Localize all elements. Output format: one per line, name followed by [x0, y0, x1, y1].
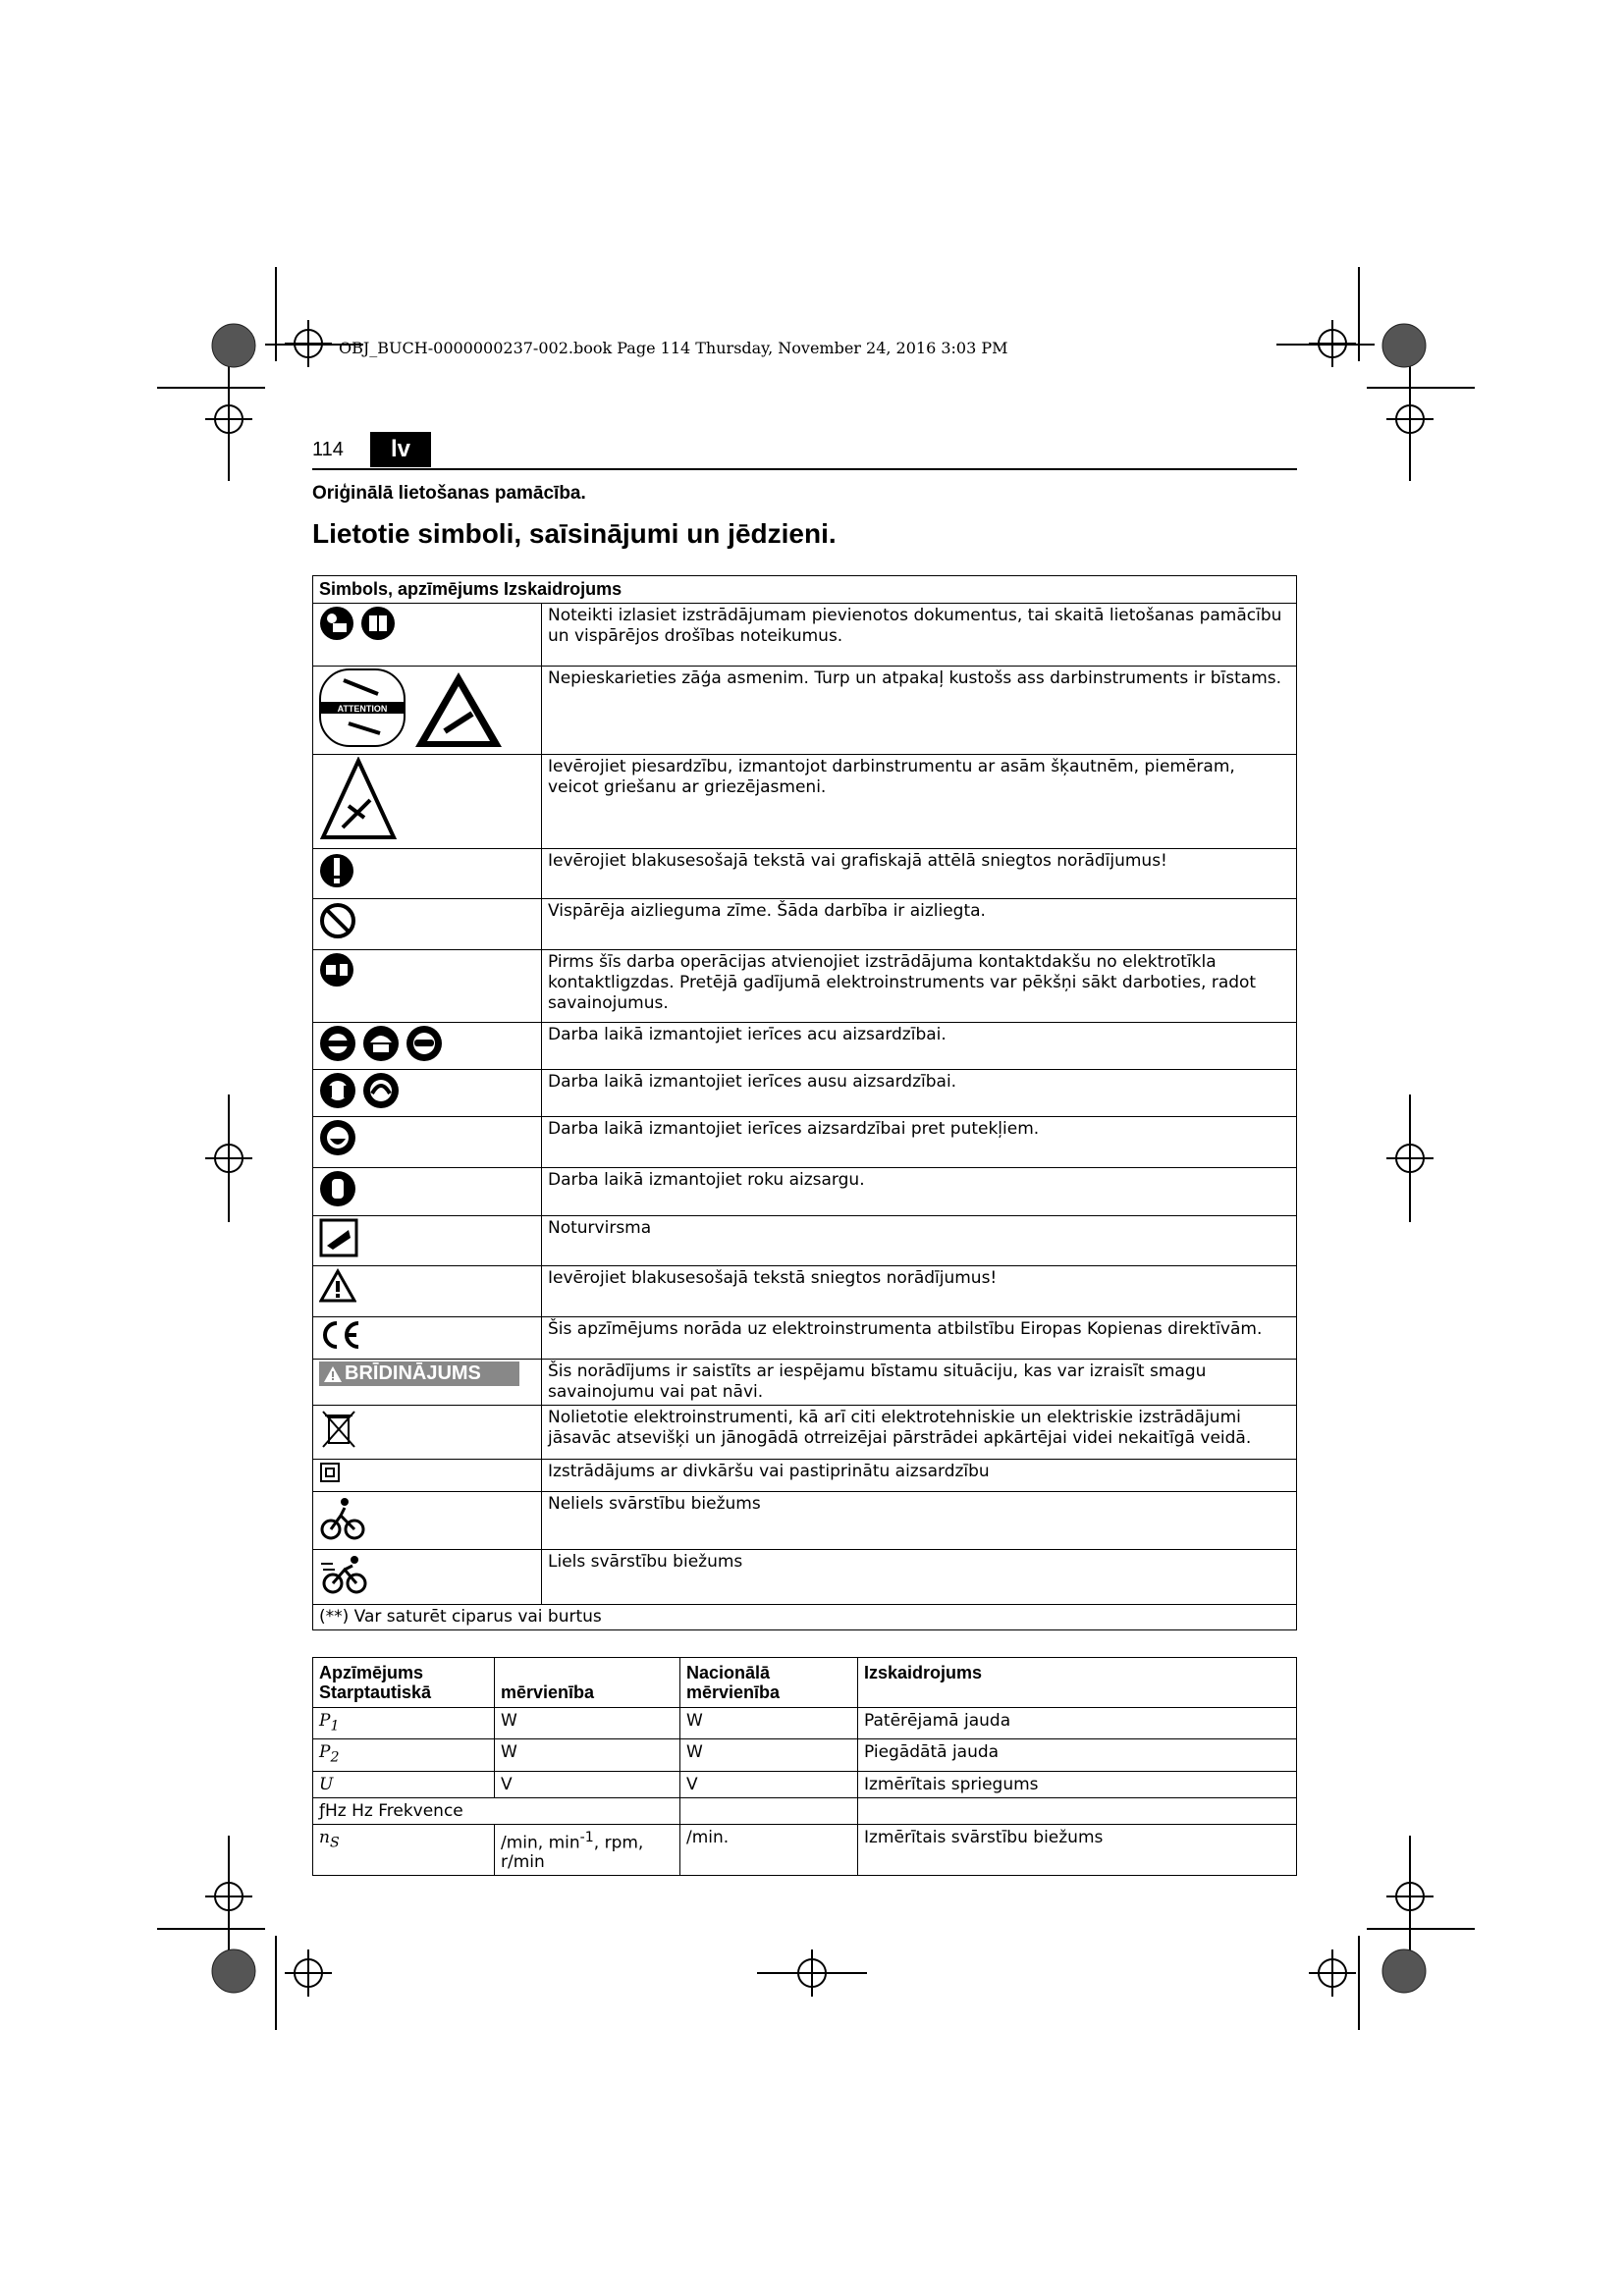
table-row [313, 1266, 1297, 1317]
ear-protection-icon [362, 1072, 400, 1109]
crosshair-icon [1386, 1135, 1434, 1182]
warning-label-icon [319, 1362, 519, 1386]
table-row [313, 1492, 1297, 1550]
attention-saw-hand-icon [319, 668, 406, 747]
unit-explanation: Izmērītais svārstību biežums [858, 1824, 1297, 1876]
unit-national: W [680, 1708, 858, 1739]
table-header-row [313, 576, 1297, 604]
unit-symbol: $P_2$ [313, 1739, 495, 1771]
explanation-cell: Izstrādājums ar divkāršu vai pastiprinātu aizsardzību [542, 1460, 1297, 1492]
unit-national: /min. [680, 1824, 858, 1876]
color-bar-icon [212, 1949, 255, 1993]
table-row [313, 1406, 1297, 1460]
svg-text:ATTENTION: ATTENTION [337, 704, 388, 714]
table-row [313, 1216, 1297, 1266]
grip-surface-icon [319, 1218, 358, 1257]
exclamation-icon [319, 851, 354, 890]
explanation-cell: Darba laikā izmantojiet ierīces aizsardzībai pret putekļiem. [542, 1117, 1297, 1168]
double-insulation-icon [319, 1462, 341, 1483]
explanation-cell: Darba laikā izmantojiet ierīces ausu aizsardzībai. [542, 1070, 1297, 1117]
unit-symbol: $P_1$ [313, 1708, 495, 1739]
table-row [313, 1824, 1297, 1876]
explanation-cell: Liels svārstību biežums [542, 1550, 1297, 1605]
symbols-table [312, 575, 1297, 1630]
table-row [313, 604, 1297, 667]
warning-label-text: BRĪDINĀJUMS [345, 1362, 481, 1384]
unit-intl: W [495, 1708, 680, 1739]
table-row [313, 1360, 1297, 1406]
crosshair-icon [205, 1873, 252, 1920]
table-row [313, 1023, 1297, 1070]
color-bar-icon [1382, 324, 1426, 367]
color-bar-icon [212, 324, 255, 367]
table-row [313, 950, 1297, 1023]
dust-mask-icon [319, 1119, 356, 1156]
table-row [313, 1797, 1297, 1824]
explanation-cell: Darba laikā izmantojiet roku aizsargu. [542, 1168, 1297, 1216]
unit-explanation: Izmērītais spriegums [858, 1771, 1297, 1797]
table-row [313, 755, 1297, 849]
crosshair-icon [285, 1949, 332, 1997]
table-row [313, 1460, 1297, 1492]
table-row [313, 1070, 1297, 1117]
unit-symbol: $n_S$ [313, 1824, 495, 1876]
print-header: OBJ_BUCH-0000000237-002.book Page 114 Thursday, November 24, 2016 3:03 PM [339, 339, 1008, 357]
caution-triangle-icon [319, 1268, 356, 1304]
explanation-cell: Vispārēja aizlieguma zīme. Šāda darbība ir aizliegta. [542, 899, 1297, 950]
crosshair-icon [1309, 320, 1356, 367]
prohibited-icon [319, 901, 356, 940]
table-header-row [313, 1658, 1297, 1708]
crosshair-icon [1386, 1873, 1434, 1920]
explanation-cell: Šis norādījums ir saistīts ar iespējamu bīstamu situāciju, kas var izraisīt smagu savainojumu vai pat nāvi. [542, 1360, 1297, 1406]
units-header-symbol: Apzīmējums Starptautiskā [313, 1658, 495, 1708]
face-shield-icon [319, 1025, 356, 1062]
symbols-table-header: Simbols, apzīmējums Izskaidrojums [313, 576, 1297, 604]
explanation-cell: Šis apzīmējums norāda uz elektroinstrumenta atbilstību Eiropas Kopienas direktīvām. [542, 1317, 1297, 1360]
unit-frequency-line: ƒHz Hz Frekvence [313, 1797, 680, 1824]
slow-bike-icon [319, 1494, 366, 1541]
crosshair-icon [1309, 1949, 1356, 1997]
manual-book-icon [360, 606, 396, 641]
gloves-icon [319, 1170, 356, 1207]
unplug-icon [319, 952, 354, 988]
table-row [313, 849, 1297, 899]
sharp-edge-warning-icon [319, 757, 398, 841]
table-row [313, 1739, 1297, 1771]
page-number: 114 [312, 439, 344, 460]
document-subtitle: Oriģinālā lietošanas pamācība. [312, 483, 586, 504]
helmet-visor-icon [362, 1025, 400, 1062]
table-row [313, 1771, 1297, 1797]
unit-explanation: Piegādātā jauda [858, 1739, 1297, 1771]
units-header-national: Nacionālā mērvienība [680, 1658, 858, 1708]
table-row [313, 899, 1297, 950]
explanation-cell: Ievērojiet blakusesošajā tekstā sniegtos norādījumus! [542, 1266, 1297, 1317]
crosshair-icon [1386, 396, 1434, 443]
table-row [313, 1168, 1297, 1216]
explanation-cell: Ievērojiet piesardzību, izmantojot darbinstrumentu ar asām šķautnēm, piemēram, veicot griešanu ar griezējasmeni. [542, 755, 1297, 849]
unit-explanation: Patērējamā jauda [858, 1708, 1297, 1739]
explanation-cell: Noteikti izlasiet izstrādājumam pievienotos dokumentus, tai skaitā lietošanas pamācību un vispārējos drošības noteikumus. [542, 604, 1297, 667]
explanation-cell: Neliels svārstību biežums [542, 1492, 1297, 1550]
fast-bike-icon [319, 1552, 370, 1595]
language-tab: lv [370, 432, 431, 467]
unit-symbol: U [313, 1771, 495, 1797]
color-bar-icon [1382, 1949, 1426, 1993]
unit-national: W [680, 1739, 858, 1771]
unit-national: V [680, 1771, 858, 1797]
ce-mark-icon [319, 1319, 362, 1351]
explanation-cell: Darba laikā izmantojiet ierīces acu aizsardzībai. [542, 1023, 1297, 1070]
goggles-icon [406, 1025, 443, 1062]
explanation-cell: Noturvirsma [542, 1216, 1297, 1266]
crosshair-icon [205, 396, 252, 443]
unit-intl: W [495, 1739, 680, 1771]
table-footnote-row [313, 1605, 1297, 1630]
crossed-bin-icon [319, 1408, 358, 1451]
crosshair-icon [205, 1135, 252, 1182]
units-header-intl: mērvienība [495, 1658, 680, 1708]
table-row [313, 667, 1297, 755]
table-row [313, 1708, 1297, 1739]
header-rule [312, 468, 1297, 470]
explanation-cell: Nolietotie elektroinstrumenti, kā arī citi elektrotehniskie un elektriskie izstrādājumi jāsavāc atsevišķi un jānogādā otrreizējai pārstrādei apkārtējai videi nekaitīgā veidā. [542, 1406, 1297, 1460]
unit-intl: /min, $\min^{-1}$, rpm, r/min [495, 1824, 680, 1876]
crosshair-icon [757, 1949, 867, 1997]
explanation-cell: Pirms šīs darba operācijas atvienojiet izstrādājuma kontaktdakšu no elektrotīkla kontaktligzdas. Pretējā gadījumā elektroinstruments var pēkšņi sākt darboties, radot savainojumus. [542, 950, 1297, 1023]
section-title: Lietotie simboli, saīsinājumi un jēdzieni. [312, 518, 837, 549]
table-footnote: (**) Var saturēt ciparus vai burtus [313, 1605, 1297, 1630]
read-manual-icon [319, 606, 354, 641]
unit-intl: V [495, 1771, 680, 1797]
table-row [313, 1317, 1297, 1360]
explanation-cell: Nepieskarieties zāģa asmenim. Turp un atpakaļ kustošs ass darbinstruments ir bīstams. [542, 667, 1297, 755]
table-row [313, 1117, 1297, 1168]
units-header-explanation: Izskaidrojums [858, 1658, 1297, 1708]
crosshair-icon [285, 320, 332, 367]
table-row [313, 1550, 1297, 1605]
saw-warning-triangle-icon [411, 668, 506, 751]
ear-muffs-icon [319, 1072, 356, 1109]
explanation-cell: Ievērojiet blakusesošajā tekstā vai grafiskajā attēlā sniegtos norādījumus! [542, 849, 1297, 899]
units-table [312, 1657, 1297, 1876]
